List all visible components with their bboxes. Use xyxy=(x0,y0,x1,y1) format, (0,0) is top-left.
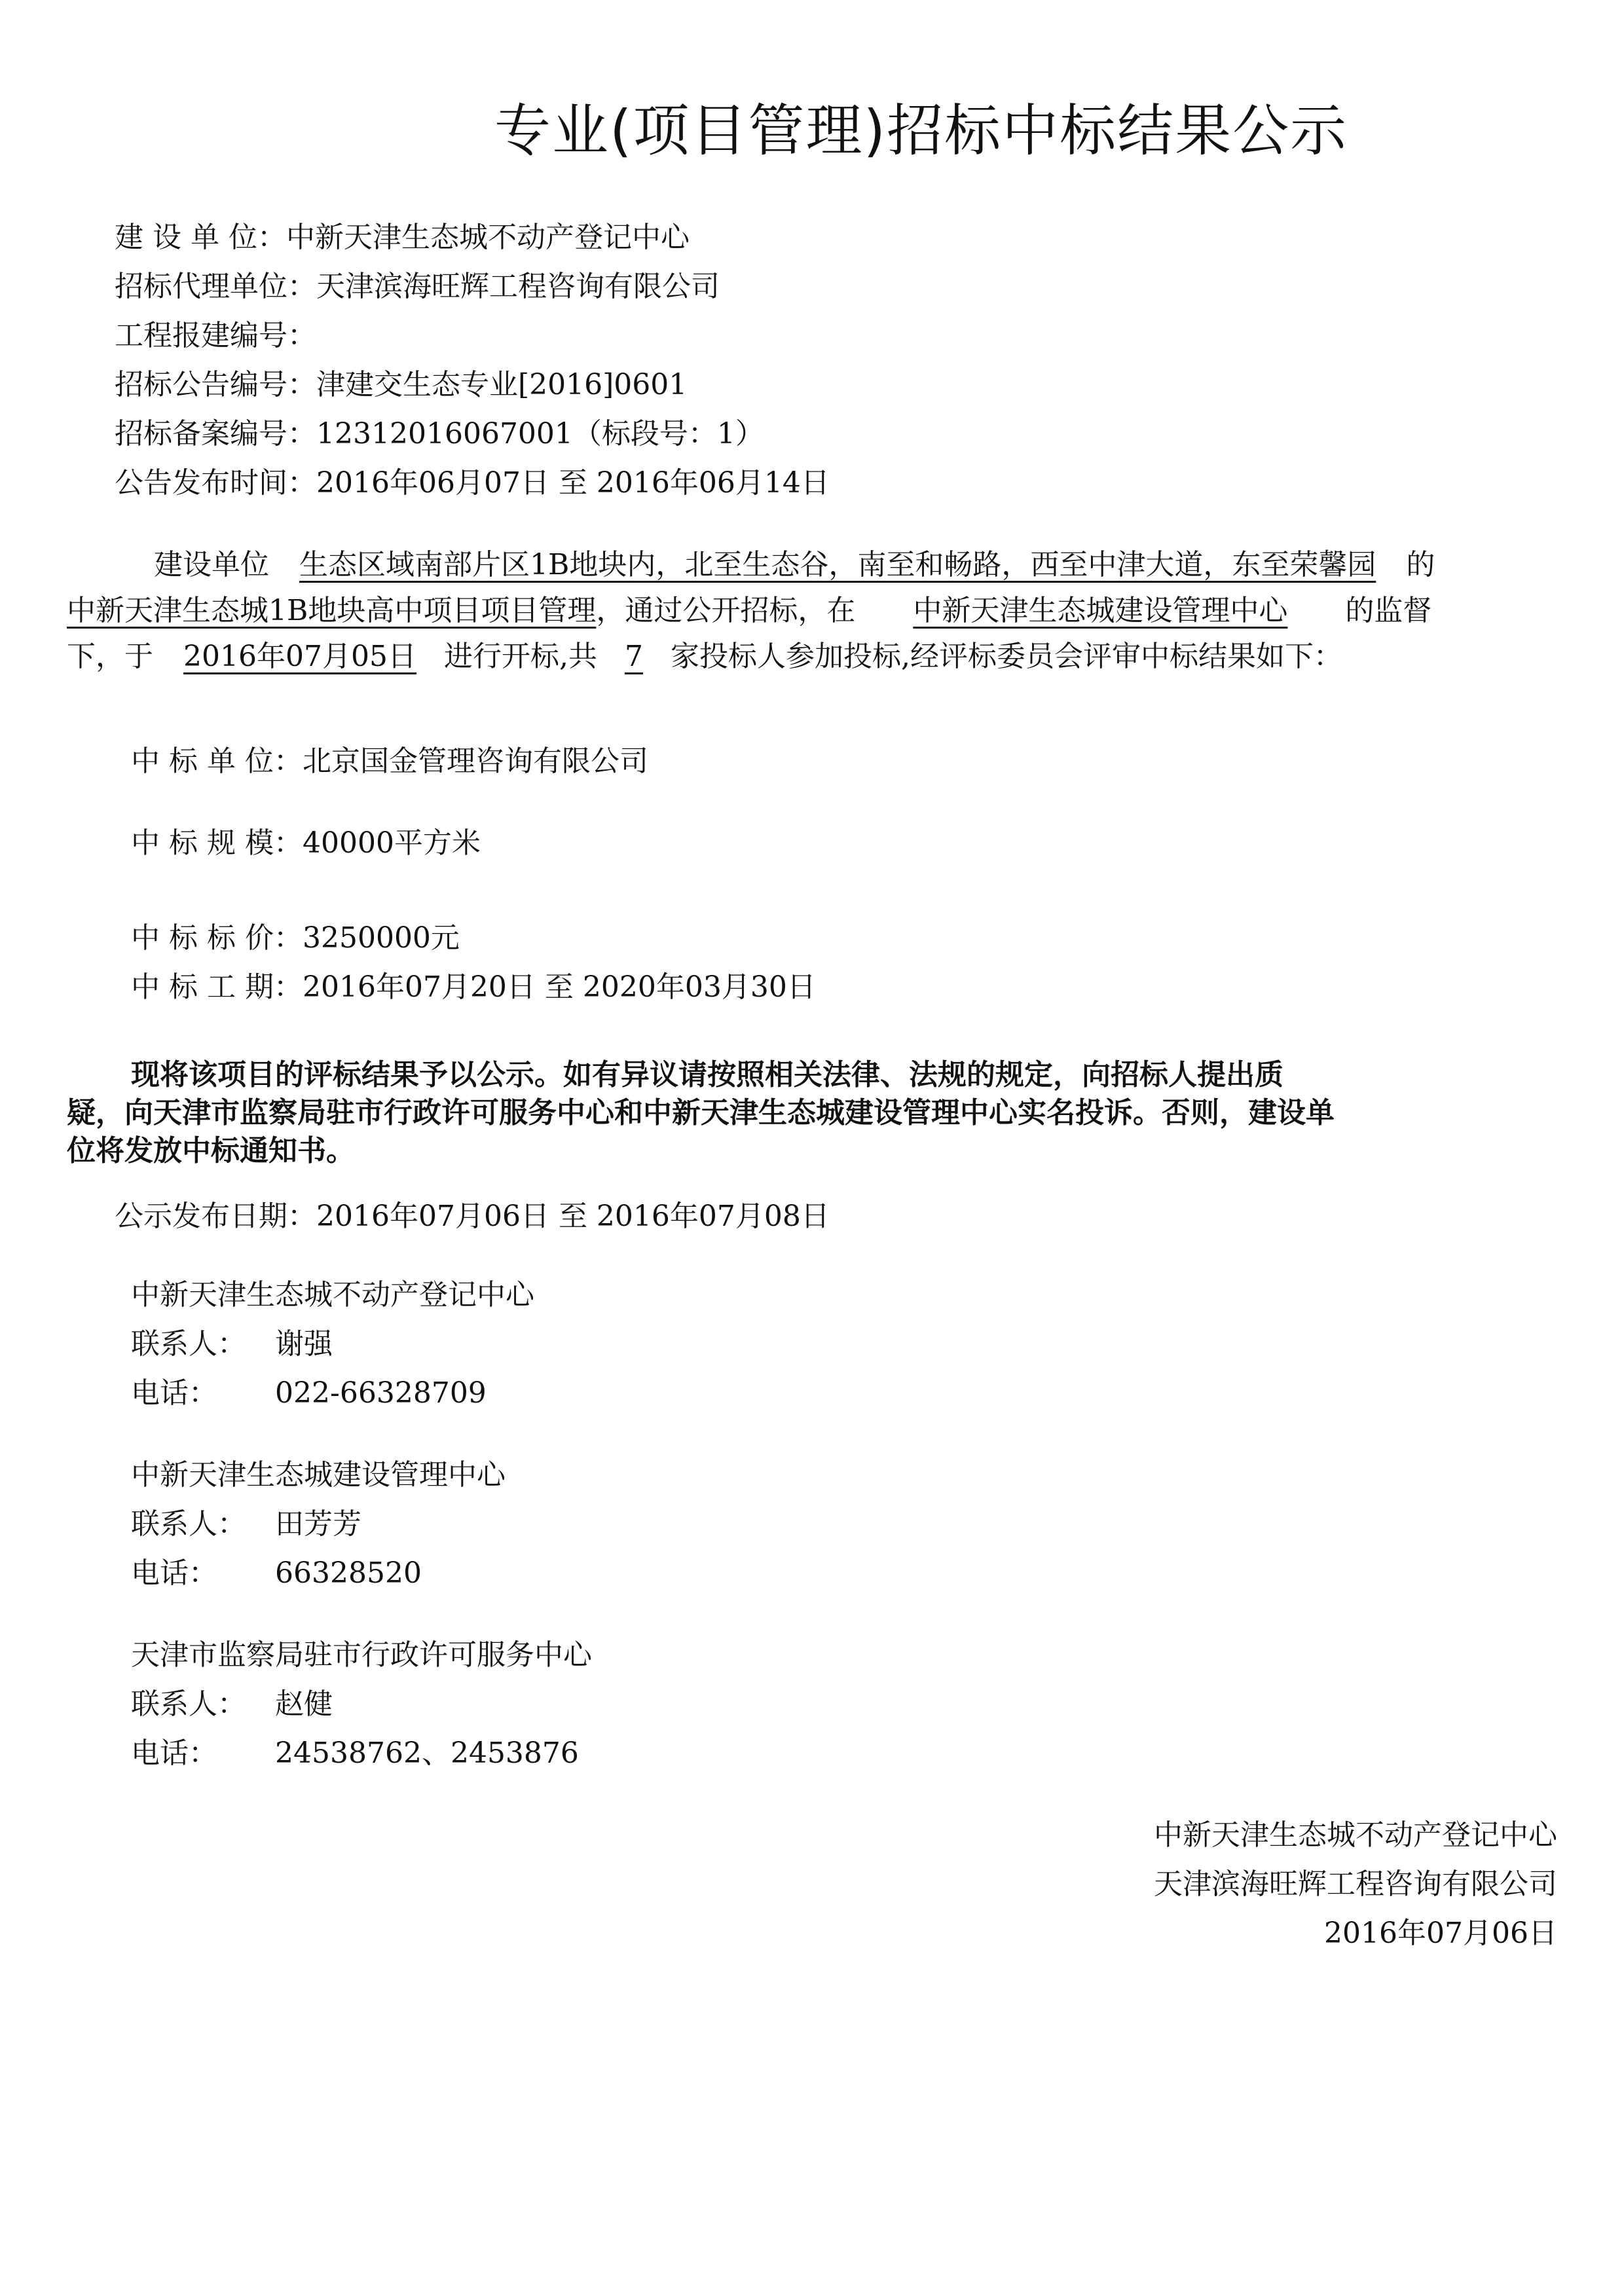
builder-value: 中新天津生态城不动产登记中心 xyxy=(286,221,690,254)
notice-line-1: 现将该项目的评标结果予以公示。如有异议请按照相关法律、法规的规定，向招标人提出质 xyxy=(131,1058,1283,1092)
contact-phone-row-3 xyxy=(131,1735,579,1772)
winner-row xyxy=(131,743,648,780)
contact-phone-row-1 xyxy=(131,1375,487,1412)
contact-person-label: 联系人： xyxy=(131,1687,246,1721)
p1-suffix: 的 xyxy=(1406,548,1435,581)
price-value: 3250000元 xyxy=(302,921,460,955)
p2-mid: ，通过公开招标，在 xyxy=(596,594,856,627)
contact-phone-row-2 xyxy=(131,1555,422,1592)
contact-org-3: 天津市监察局驻市行政许可服务中心 xyxy=(131,1638,592,1672)
contact-person-label: 联系人： xyxy=(131,1507,246,1541)
contact-org-1: 中新天津生态城不动产登记中心 xyxy=(131,1278,534,1312)
paragraph-line-3 xyxy=(67,638,1342,675)
contact-person-row-1 xyxy=(131,1326,333,1363)
notice-no-label: 招标公告编号： xyxy=(115,368,316,401)
bidder-count: 7 xyxy=(624,640,643,673)
notice-no-value: 津建交生态专业[2016]0601 xyxy=(316,368,688,401)
contact-person-label: 联系人： xyxy=(131,1327,246,1361)
scale-label: 中 标 规 模： xyxy=(131,826,303,860)
contact-org-2: 中新天津生态城建设管理中心 xyxy=(131,1458,506,1492)
contact-person-row-3 xyxy=(131,1686,333,1723)
p3-suffix: 家投标人参加投标,经评标委员会评审中标结果如下： xyxy=(670,640,1342,673)
project-location: 生态区域南部片区1B地块内，北至生态谷，南至和畅路，西至中津大道，东至荣馨园 xyxy=(299,548,1376,581)
p1-prefix: 建设单位 xyxy=(154,548,269,581)
agent-row xyxy=(115,268,720,305)
p2-suffix: 的监督 xyxy=(1345,594,1432,627)
contact-phone: 24538762、2453876 xyxy=(275,1736,579,1770)
period-label: 中 标 工 期： xyxy=(131,970,303,1004)
contact-person: 谢强 xyxy=(275,1327,333,1361)
public-date: 公示发布日期：2016年07月06日 至 2016年07月08日 xyxy=(115,1200,830,1233)
publish-time-row xyxy=(115,465,830,502)
scale-value: 40000平方米 xyxy=(302,826,481,860)
builder-row xyxy=(115,219,690,256)
p3-prefix: 下，于 xyxy=(67,640,153,673)
p3-mid: 进行开标,共 xyxy=(443,640,597,673)
winner-label: 中 标 单 位： xyxy=(131,744,303,778)
record-no-row xyxy=(115,416,764,452)
publish-time-label: 公告发布时间： xyxy=(115,466,316,500)
period-row xyxy=(131,969,816,1006)
open-date: 2016年07月05日 xyxy=(183,640,416,673)
signature-org-1: 中新天津生态城不动产登记中心 xyxy=(1154,1818,1557,1852)
contact-person: 赵健 xyxy=(275,1687,333,1721)
project-no-row xyxy=(115,318,316,354)
contact-phone: 022-66328709 xyxy=(275,1376,487,1410)
record-no-value: 12312016067001（标段号：1） xyxy=(316,417,764,450)
contact-person: 田芳芳 xyxy=(275,1507,361,1541)
agent-label: 招标代理单位： xyxy=(115,270,316,303)
project-no-label: 工程报建编号： xyxy=(115,319,316,352)
contact-phone-label: 电话： xyxy=(131,1556,217,1590)
contact-phone-label: 电话： xyxy=(131,1736,217,1770)
signature-org-2: 天津滨海旺辉工程咨询有限公司 xyxy=(1154,1867,1557,1901)
page-title: 专业(项目管理)招标中标结果公示 xyxy=(494,98,1348,164)
notice-line-3: 位将发放中标通知书。 xyxy=(67,1134,355,1167)
notice-no-row xyxy=(115,367,687,403)
contact-phone: 66328520 xyxy=(275,1556,422,1590)
paragraph-line-1 xyxy=(154,547,1435,583)
contact-person-row-2 xyxy=(131,1506,361,1543)
price-row xyxy=(131,920,460,957)
signature-date: 2016年07月06日 xyxy=(1324,1917,1557,1950)
builder-label: 建 设 单 位： xyxy=(115,221,286,254)
record-no-label: 招标备案编号： xyxy=(115,417,316,450)
publish-time-value: 2016年06月07日 至 2016年06月14日 xyxy=(316,466,830,500)
price-label: 中 标 标 价： xyxy=(131,921,303,955)
agent-value: 天津滨海旺辉工程咨询有限公司 xyxy=(316,270,720,303)
winner-value: 北京国金管理咨询有限公司 xyxy=(302,744,648,778)
project-name: 中新天津生态城1B地块高中项目项目管理 xyxy=(67,594,597,627)
notice-line-2: 疑，向天津市监察局驻市行政许可服务中心和中新天津生态城建设管理中心实名投诉。否则，建设单 xyxy=(67,1096,1335,1129)
paragraph-line-2 xyxy=(67,593,1431,629)
period-value: 2016年07月20日 至 2020年03月30日 xyxy=(302,970,816,1004)
contact-phone-label: 电话： xyxy=(131,1376,217,1410)
scale-row xyxy=(131,825,481,862)
supervisor: 中新天津生态城建设管理中心 xyxy=(913,594,1288,627)
